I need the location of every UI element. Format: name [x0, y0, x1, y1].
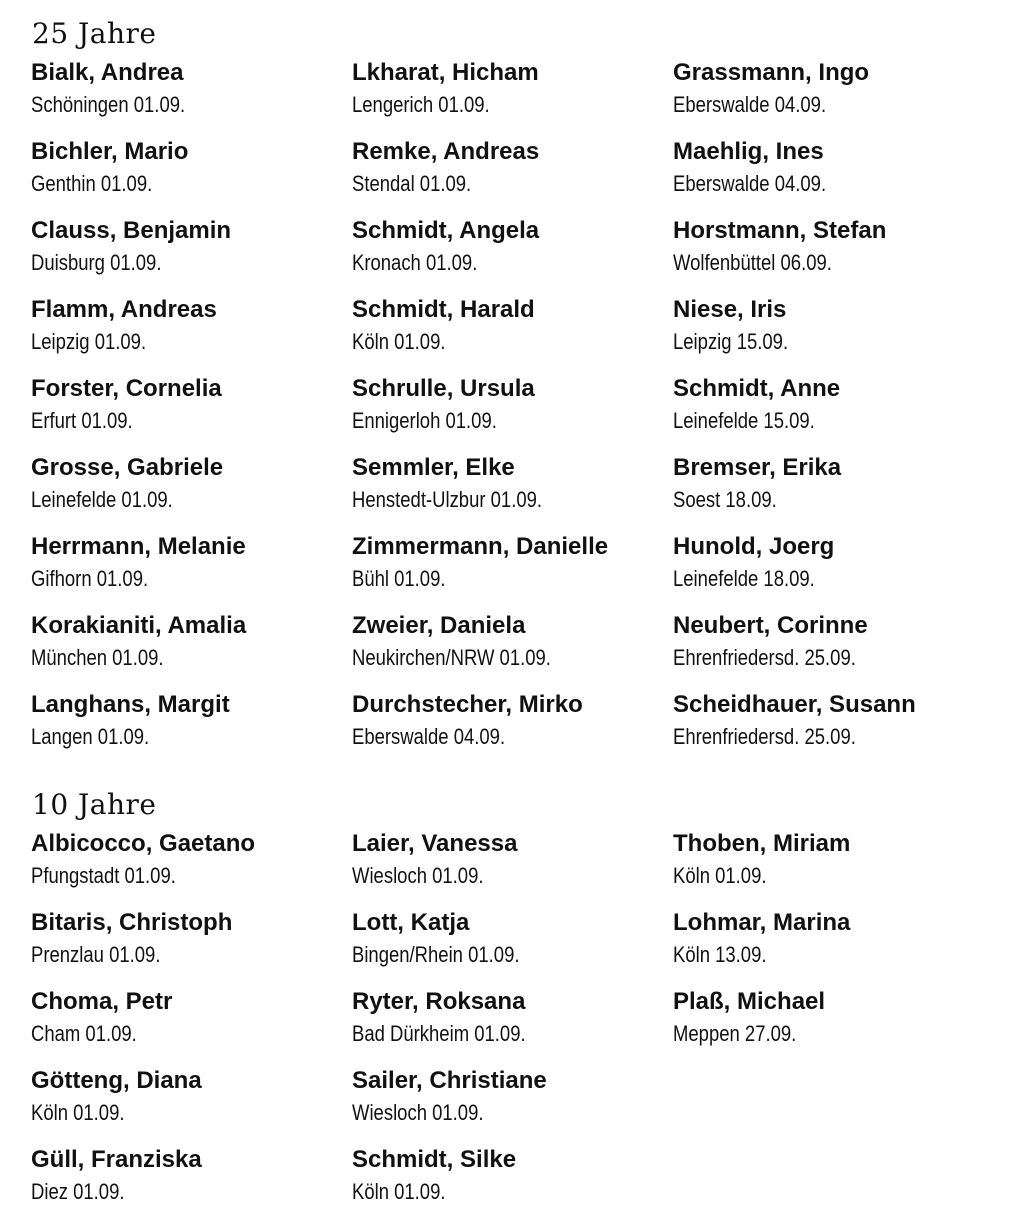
- anniversary-entry: [673, 609, 993, 688]
- anniversary-entry: [352, 135, 672, 214]
- location-date: Meppen 27.09.: [673, 1021, 797, 1046]
- employee-name: Remke, Andreas: [352, 138, 540, 165]
- employee-name: Bremser, Erika: [673, 454, 842, 481]
- employee-name: Zimmermann, Danielle: [352, 533, 609, 560]
- location-date: Genthin 01.09.: [31, 171, 153, 196]
- employee-name: Sailer, Christiane: [352, 1067, 547, 1094]
- anniversary-entry: [673, 688, 993, 767]
- location-date: Bingen/Rhein 01.09.: [352, 942, 520, 967]
- employee-name: Schrulle, Ursula: [352, 375, 535, 402]
- anniversary-entry: [31, 372, 351, 451]
- employee-name: Schmidt, Silke: [352, 1146, 517, 1173]
- location-date: Prenzlau 01.09.: [31, 942, 161, 967]
- employee-name: Güll, Franziska: [31, 1146, 202, 1173]
- employee-name: Niese, Iris: [673, 296, 787, 323]
- location-date: Diez 01.09.: [31, 1179, 125, 1204]
- location-date: Neukirchen/NRW 01.09.: [352, 645, 551, 670]
- employee-name: Lkharat, Hicham: [352, 59, 539, 86]
- employee-name: Semmler, Elke: [352, 454, 515, 481]
- employee-name: Lott, Katja: [352, 909, 470, 936]
- location-date: Wiesloch 01.09.: [352, 863, 484, 888]
- anniversary-entry: [352, 688, 672, 767]
- anniversary-entry: [673, 530, 993, 609]
- employee-name: Bitaris, Christoph: [31, 909, 233, 936]
- location-date: Bühl 01.09.: [352, 566, 446, 591]
- employee-name: Bialk, Andrea: [31, 59, 184, 86]
- location-date: Leinefelde 01.09.: [31, 487, 173, 512]
- location-date: München 01.09.: [31, 645, 164, 670]
- employee-name: Choma, Petr: [31, 988, 173, 1015]
- anniversary-entry: [31, 214, 351, 293]
- location-date: Kronach 01.09.: [352, 250, 478, 275]
- employee-name: Götteng, Diana: [31, 1067, 202, 1094]
- location-date: Henstedt-Ulzbur 01.09.: [352, 487, 543, 512]
- employee-name: Langhans, Margit: [31, 691, 230, 718]
- employee-name: Horstmann, Stefan: [673, 217, 887, 244]
- anniversary-entry: [31, 135, 351, 214]
- anniversary-entry: [31, 451, 351, 530]
- location-date: Köln 13.09.: [673, 942, 767, 967]
- anniversary-entry: [31, 56, 351, 135]
- entries-column: [673, 56, 993, 767]
- employee-name: Maehlig, Ines: [673, 138, 824, 165]
- location-date: Leipzig 15.09.: [673, 329, 789, 354]
- employee-name: Plaß, Michael: [673, 988, 826, 1015]
- employee-name: Lohmar, Marina: [673, 909, 851, 936]
- entries-column: [352, 827, 672, 1222]
- employee-name: Clauss, Benjamin: [31, 217, 232, 244]
- employee-name: Hunold, Joerg: [673, 533, 835, 560]
- anniversary-entry: [673, 372, 993, 451]
- anniversary-entry: [352, 530, 672, 609]
- entries-column: [31, 827, 351, 1222]
- anniversary-entry: [31, 688, 351, 767]
- entries-column: [352, 56, 672, 767]
- anniversary-entry: [673, 214, 993, 293]
- anniversary-entry: [31, 609, 351, 688]
- location-date: Leinefelde 18.09.: [673, 566, 815, 591]
- location-date: Schöningen 01.09.: [31, 92, 186, 117]
- anniversary-entry: [673, 293, 993, 372]
- employee-name: Neubert, Corinne: [673, 612, 868, 639]
- anniversary-entry: [352, 827, 672, 906]
- anniversary-entry: [31, 1064, 351, 1143]
- employee-name: Thoben, Miriam: [673, 830, 851, 857]
- employee-name: Scheidhauer, Susann: [673, 691, 916, 718]
- employee-name: Korakianiti, Amalia: [31, 612, 247, 639]
- location-date: Lengerich 01.09.: [352, 92, 490, 117]
- anniversary-entry: [673, 906, 993, 985]
- employee-name: Schmidt, Harald: [352, 296, 535, 323]
- location-date: Eberswalde 04.09.: [352, 724, 506, 749]
- location-date: Pfungstadt 01.09.: [31, 863, 176, 888]
- anniversary-entry: [673, 451, 993, 530]
- anniversary-entry: [352, 372, 672, 451]
- anniversary-entry: [31, 906, 351, 985]
- employee-name: Laier, Vanessa: [352, 830, 518, 857]
- anniversary-entry: [31, 293, 351, 372]
- location-date: Eberswalde 04.09.: [673, 92, 827, 117]
- entries-column: [31, 56, 351, 767]
- location-date: Köln 01.09.: [31, 1100, 125, 1125]
- location-date: Langen 01.09.: [31, 724, 150, 749]
- anniversary-entry: [31, 827, 351, 906]
- location-date: Duisburg 01.09.: [31, 250, 162, 275]
- anniversary-entry: [352, 214, 672, 293]
- location-date: Ehrenfriedersd. 25.09.: [673, 724, 856, 749]
- location-date: Gifhorn 01.09.: [31, 566, 149, 591]
- location-date: Stendal 01.09.: [352, 171, 472, 196]
- location-date: Leipzig 01.09.: [31, 329, 147, 354]
- anniversary-entry: [352, 451, 672, 530]
- anniversary-entry: [352, 1064, 672, 1143]
- employee-name: Albicocco, Gaetano: [31, 830, 256, 857]
- employee-name: Forster, Cornelia: [31, 375, 222, 402]
- employee-name: Herrmann, Melanie: [31, 533, 246, 560]
- location-date: Ennigerloh 01.09.: [352, 408, 497, 433]
- section-heading: 25 Jahre: [32, 17, 157, 50]
- location-date: Leinefelde 15.09.: [673, 408, 815, 433]
- employee-name: Grosse, Gabriele: [31, 454, 224, 481]
- location-date: Erfurt 01.09.: [31, 408, 133, 433]
- anniversary-entry: [673, 135, 993, 214]
- location-date: Bad Dürkheim 01.09.: [352, 1021, 526, 1046]
- location-date: Cham 01.09.: [31, 1021, 137, 1046]
- location-date: Köln 01.09.: [673, 863, 767, 888]
- anniversary-entry: [673, 827, 993, 906]
- location-date: Wiesloch 01.09.: [352, 1100, 484, 1125]
- anniversary-entry: [352, 1143, 672, 1222]
- employee-name: Grassmann, Ingo: [673, 59, 870, 86]
- location-date: Wolfenbüttel 06.09.: [673, 250, 832, 275]
- anniversary-entry: [352, 293, 672, 372]
- location-date: Ehrenfriedersd. 25.09.: [673, 645, 856, 670]
- employee-name: Durchstecher, Mirko: [352, 691, 583, 718]
- anniversary-entry: [352, 985, 672, 1064]
- employee-name: Ryter, Roksana: [352, 988, 526, 1015]
- location-date: Soest 18.09.: [673, 487, 777, 512]
- anniversary-entry: [352, 906, 672, 985]
- employee-name: Schmidt, Anne: [673, 375, 841, 402]
- anniversary-entry: [31, 1143, 351, 1222]
- anniversary-entry: [352, 56, 672, 135]
- employee-name: Flamm, Andreas: [31, 296, 217, 323]
- anniversary-entry: [673, 985, 993, 1064]
- employee-name: Bichler, Mario: [31, 138, 189, 165]
- section-heading: 10 Jahre: [32, 788, 157, 821]
- anniversary-entry: [31, 530, 351, 609]
- employee-name: Schmidt, Angela: [352, 217, 540, 244]
- location-date: Köln 01.09.: [352, 1179, 446, 1204]
- employee-name: Zweier, Daniela: [352, 612, 526, 639]
- anniversary-entry: [31, 985, 351, 1064]
- anniversary-entry: [673, 56, 993, 135]
- location-date: Köln 01.09.: [352, 329, 446, 354]
- entries-column: [673, 827, 993, 1064]
- anniversary-entry: [352, 609, 672, 688]
- location-date: Eberswalde 04.09.: [673, 171, 827, 196]
